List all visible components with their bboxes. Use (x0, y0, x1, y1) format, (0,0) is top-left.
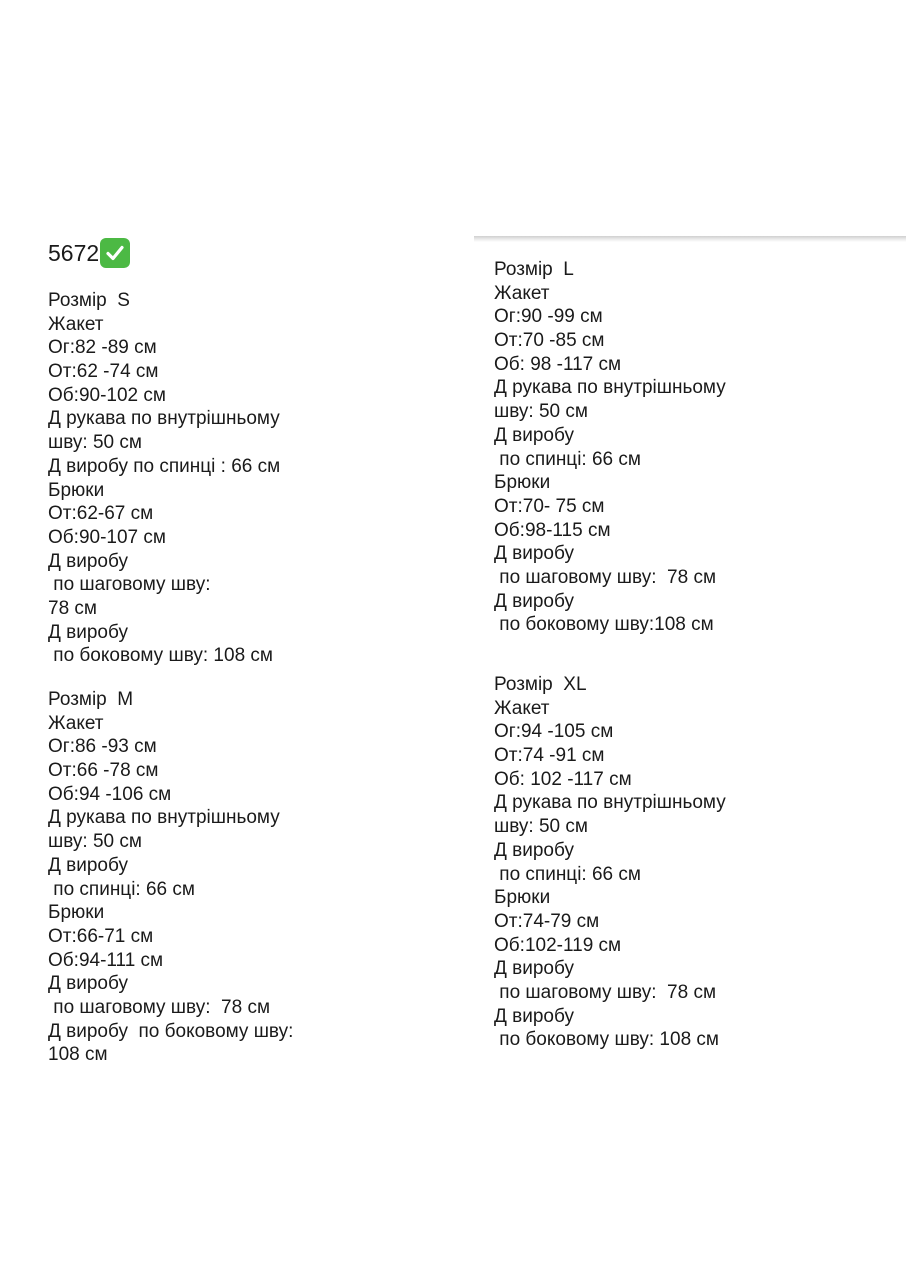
spec-line: Брюки (48, 479, 105, 501)
spec-line: по шаговому шву: (48, 574, 211, 596)
size-l-block (494, 258, 726, 637)
spec-line: Об: 98 -117 см (494, 353, 622, 375)
spec-line: шву: 50 см (48, 831, 142, 853)
spec-line: Ог:82 -89 см (48, 337, 157, 359)
spec-line: шву: 50 см (494, 816, 588, 838)
spec-line: Д виробу (494, 543, 574, 565)
spec-line: по боковому шву: 108 см (494, 1029, 719, 1051)
spec-line: Брюки (48, 902, 105, 924)
spec-line: От:70 -85 см (494, 330, 605, 352)
spec-line: От:62-67 см (48, 503, 154, 525)
spec-line: Ог:94 -105 см (494, 721, 614, 743)
spec-line: по шаговому шву: 78 см (494, 566, 717, 588)
spec-line: Д рукава по внутрішньому (494, 792, 726, 814)
spec-line: От:74-79 см (494, 910, 600, 932)
spec-line: Об:94-111 см (48, 949, 164, 971)
spec-line: по боковому шву:108 см (494, 614, 714, 636)
spec-line: Об:90-102 см (48, 384, 166, 406)
spec-line: Об:90-107 см (48, 526, 166, 548)
spec-line: по шаговому шву: 78 см (494, 981, 717, 1003)
spec-line: Д виробу (494, 958, 574, 980)
size-s-block (48, 289, 280, 668)
size-xl-block (494, 673, 726, 1052)
spec-line: Д виробу (494, 839, 574, 861)
spec-line: Об:98-115 см (494, 519, 611, 541)
size-m-block (48, 688, 293, 1067)
spec-line: От:66 -78 см (48, 760, 159, 782)
spec-line: Об:94 -106 см (48, 783, 172, 805)
spec-line: Д рукава по внутрішньому (494, 377, 726, 399)
spec-line: Д виробу (48, 973, 128, 995)
spec-line: Жакет (48, 313, 104, 335)
size-heading: Розмір S (48, 290, 130, 311)
spec-line: по спинці: 66 см (494, 863, 641, 885)
spec-line: по боковому шву: 108 см (48, 645, 273, 667)
spec-line: 108 см (48, 1044, 108, 1066)
spec-line: Д рукава по внутрішньому (48, 408, 280, 430)
spec-line: Жакет (494, 282, 550, 304)
spec-line: Д виробу (494, 1005, 574, 1027)
spec-line: От:70- 75 см (494, 495, 605, 517)
spec-line: Брюки (494, 887, 551, 909)
spec-line: От:62 -74 см (48, 361, 159, 383)
spec-line: Д виробу (48, 550, 128, 572)
spec-line: по шаговому шву: 78 см (48, 996, 271, 1018)
spec-line: шву: 50 см (494, 401, 588, 423)
top-divider (474, 236, 906, 242)
spec-line: Д виробу (48, 854, 128, 876)
product-code-text: 5672 (48, 240, 100, 266)
check-mark-button-icon (100, 238, 130, 268)
product-code (48, 236, 130, 270)
size-heading: Розмір L (494, 259, 574, 280)
spec-line: Д виробу по боковому шву: (48, 1020, 294, 1042)
spec-line: шву: 50 см (48, 432, 142, 454)
spec-line: Д виробу (494, 424, 574, 446)
spec-line: Д рукава по внутрішньому (48, 807, 280, 829)
spec-line: по спинці: 66 см (494, 448, 641, 470)
spec-line: От:74 -91 см (494, 745, 605, 767)
spec-line: Жакет (48, 712, 104, 734)
size-heading: Розмір M (48, 689, 134, 710)
spec-line: Д виробу (494, 590, 574, 612)
spec-line: От:66-71 см (48, 925, 154, 947)
spec-line: Об:102-119 см (494, 934, 622, 956)
spec-line: Д виробу (48, 621, 128, 643)
spec-line: Об: 102 -117 см (494, 768, 632, 790)
spec-line: по спинці: 66 см (48, 878, 195, 900)
spec-line: Ог:86 -93 см (48, 736, 157, 758)
spec-line: Д виробу по спинці : 66 см (48, 455, 281, 477)
spec-line: Брюки (494, 472, 551, 494)
spec-line: Ог:90 -99 см (494, 306, 603, 328)
spec-line: 78 см (48, 597, 97, 619)
spec-line: Жакет (494, 697, 550, 719)
size-heading: Розмір XL (494, 674, 587, 695)
